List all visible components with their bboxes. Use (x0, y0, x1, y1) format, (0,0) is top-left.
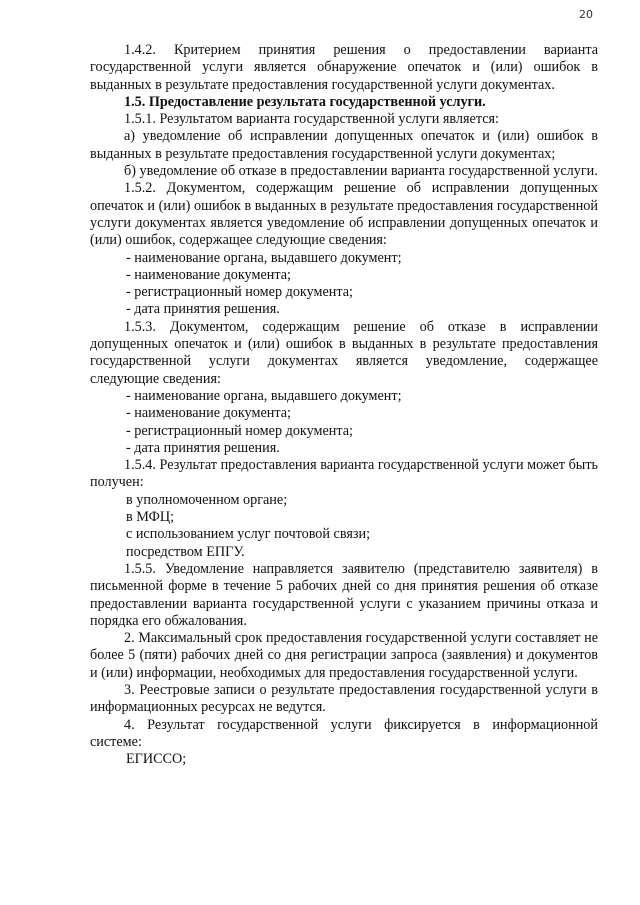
paragraph: 1.5.3. Документом, содержащим решение об отказе в исправлении допущенных опечаток и (или) ошибок в выданных в результате предоставления государственной услуги документах является уведомление, содержащее следующие сведения: (90, 318, 598, 387)
list-item: - дата принятия решения. (126, 301, 280, 318)
list-item: - наименование документа; (126, 266, 291, 283)
list-item: - регистрационный номер документа; (126, 422, 353, 439)
paragraph: 1.5. Предоставление результата государственной услуги. (124, 93, 486, 110)
paragraph: 1.5.5. Уведомление направляется заявителю (представителю заявителя) в письменной форме в течение 5 рабочих дней со дня принятия решения об отказе предоставлении варианта государственной услуги с указанием причины отказа и порядка его обжалования. (90, 560, 598, 629)
paragraph: 1.5.4. Результат предоставления варианта государственной услуги может быть получен: (90, 457, 598, 491)
paragraph: 2. Максимальный срок предоставления государственной услуги составляет не более 5 (пяти) рабочих дней со дня регистрации запроса (заявления) и документов и (или) информации, необходимых для предоставления государственной услуги. (90, 630, 598, 681)
list-item: в уполномоченном органе; (126, 491, 288, 508)
paragraph: б) уведомление об отказе в предоставлении варианта государственной услуги. (124, 163, 598, 180)
page-number: 20 (579, 8, 593, 21)
paragraph: 1.5.1. Результатом варианта государственной услуги является: (124, 111, 499, 128)
list-item: посредством ЕПГУ. (126, 543, 245, 560)
list-item: - наименование документа; (126, 405, 291, 422)
list-item: - наименование органа, выдавшего документ; (126, 387, 402, 404)
paragraph: 1.4.2. Критерием принятия решения о предоставлении варианта государственной услуги является обнаружение опечаток и (или) ошибок в выданных в результате предоставления государственной услуги документах. (90, 42, 598, 93)
list-item: - наименование органа, выдавшего документ; (126, 249, 402, 266)
list-item: ЕГИССО; (126, 751, 187, 768)
document-body (90, 42, 598, 768)
paragraph: 4. Результат государственной услуги фиксируется в информационной системе: (90, 716, 598, 750)
list-item: в МФЦ; (126, 509, 175, 526)
list-item: - регистрационный номер документа; (126, 284, 353, 301)
paragraph: 1.5.2. Документом, содержащим решение об исправлении допущенных опечаток и (или) ошибок в выданных в результате предоставления государственной услуги документах является уведомление об исправлении допущенных опечаток и (или) ошибок, содержащее следующие сведения: (90, 180, 598, 249)
list-item: с использованием услуг почтовой связи; (126, 526, 371, 543)
paragraph: 3. Реестровые записи о результате предоставления государственной услуги в информационных ресурсах не ведутся. (90, 681, 598, 716)
list-item: - дата принятия решения. (126, 439, 280, 456)
paragraph: а) уведомление об исправлении допущенных опечаток и (или) ошибок в выданных в результате предоставления государственной услуги документах; (90, 128, 598, 162)
